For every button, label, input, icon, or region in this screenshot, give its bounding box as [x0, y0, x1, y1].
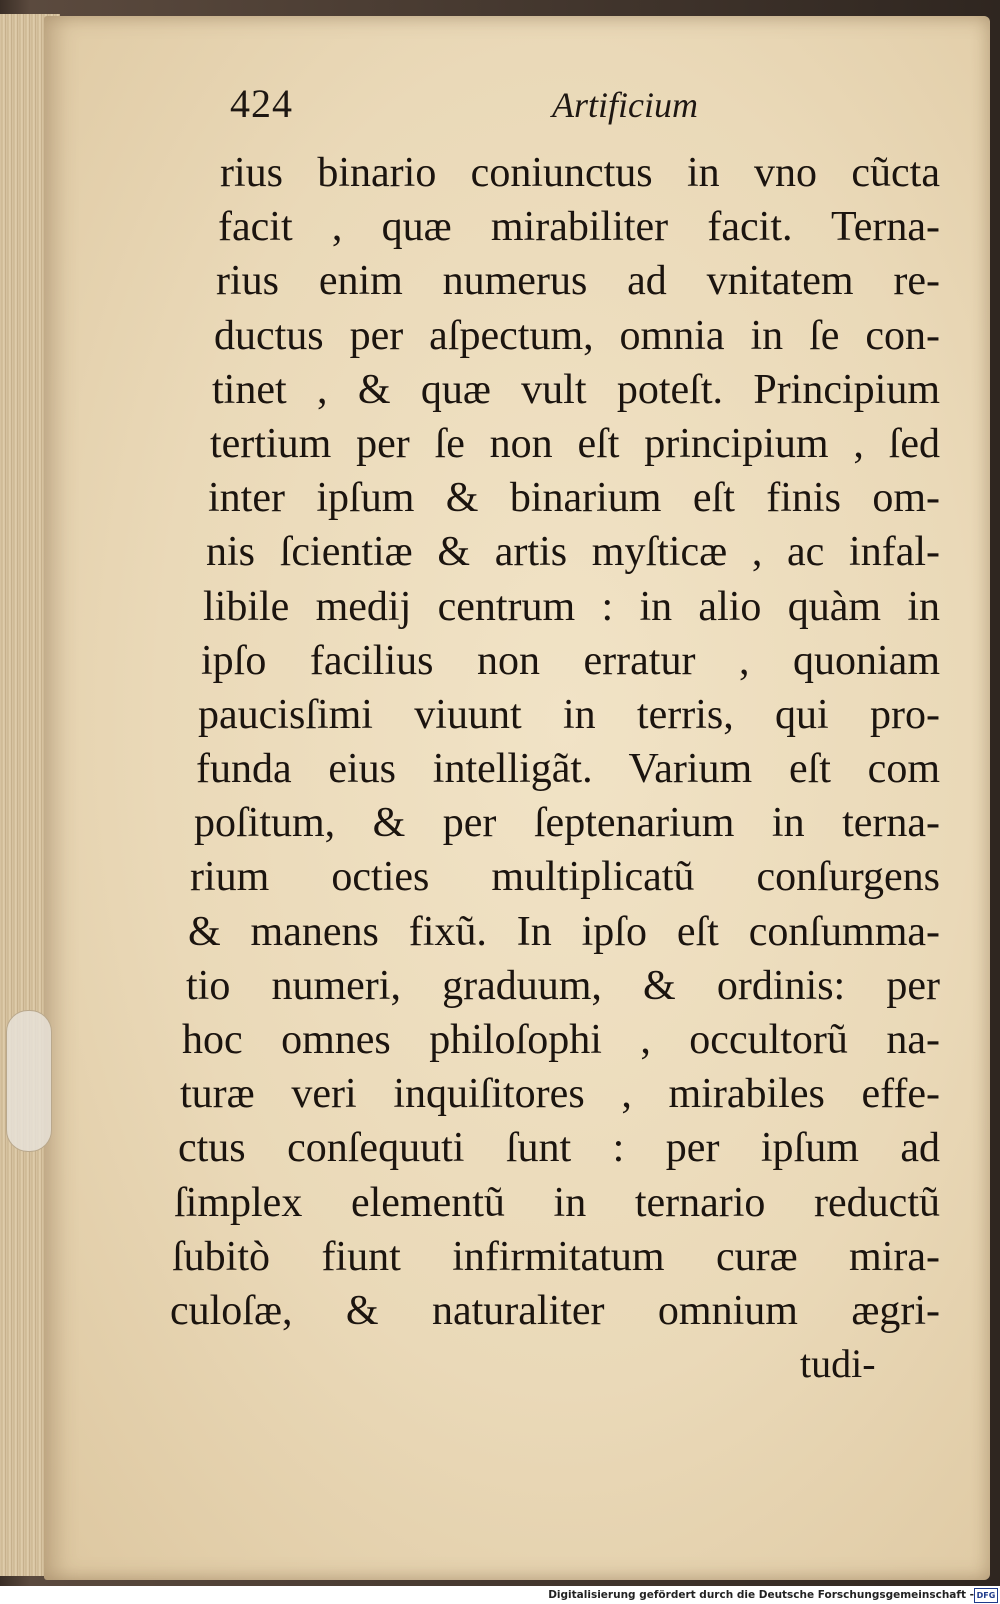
text-line: & manens fixũ. In ipſo eſt conſumma-	[188, 908, 940, 955]
text-line: turæ veri inquiſitores , mirabiles effe-	[180, 1071, 940, 1118]
catchword: tudi-	[800, 1341, 876, 1386]
text-line: ſubitò fiunt infirmitatum curæ mira-	[172, 1233, 940, 1280]
running-head: Artificium	[552, 85, 698, 125]
text-line: inter ipſum & binarium eſt finis om-	[208, 475, 940, 522]
text-line: ſimplex elementũ in ternario reductũ	[174, 1179, 940, 1226]
text-line: tio numeri, graduum, & ordinis: per	[186, 962, 940, 1009]
text-line: hoc omnes philoſophi , occultorũ na-	[182, 1017, 940, 1063]
funding-notice: Digitalisierung gefördert durch die Deutsche Forschungsgemeinschaft -	[548, 1589, 974, 1601]
text-line: poſitum, & per ſeptenarium in terna-	[194, 800, 940, 847]
footer-bar	[0, 1586, 1000, 1604]
text-line: ductus per aſpectum, omnia in ſe con-	[214, 312, 940, 359]
text-line: tinet , & quæ vult poteſt. Principium	[212, 366, 940, 413]
text-line: facit , quæ mirabiliter facit. Terna-	[218, 204, 940, 251]
binding-clip	[6, 1010, 52, 1152]
text-line: culoſæ, & naturaliter omnium ægri-	[170, 1287, 940, 1334]
text-line: paucisſimi viuunt in terris, qui pro-	[198, 691, 940, 738]
text-line: funda eius intelligãt. Varium eſt com	[196, 746, 940, 793]
text-line: ipſo facilius non erratur , quoniam	[201, 637, 940, 684]
text-line: rium octies multiplicatũ conſurgens	[190, 854, 940, 901]
page-number: 424	[230, 81, 293, 126]
text-line: tertium per ſe non eſt principium , ſed	[210, 420, 940, 467]
text-line: rius binario coniunctus in vno cũcta	[220, 150, 940, 196]
page-header	[230, 80, 930, 140]
body-text	[170, 146, 940, 1338]
text-line: rius enim numerus ad vnitatem re-	[216, 258, 940, 305]
text-line: ctus conſequuti ſunt : per ipſum ad	[178, 1125, 940, 1172]
text-line: nis ſcientiæ & artis myſticæ , ac infal-	[206, 529, 940, 576]
text-line: libile medij centrum : in alio quàm in	[203, 583, 940, 630]
dfg-logo: DFG	[974, 1588, 998, 1603]
